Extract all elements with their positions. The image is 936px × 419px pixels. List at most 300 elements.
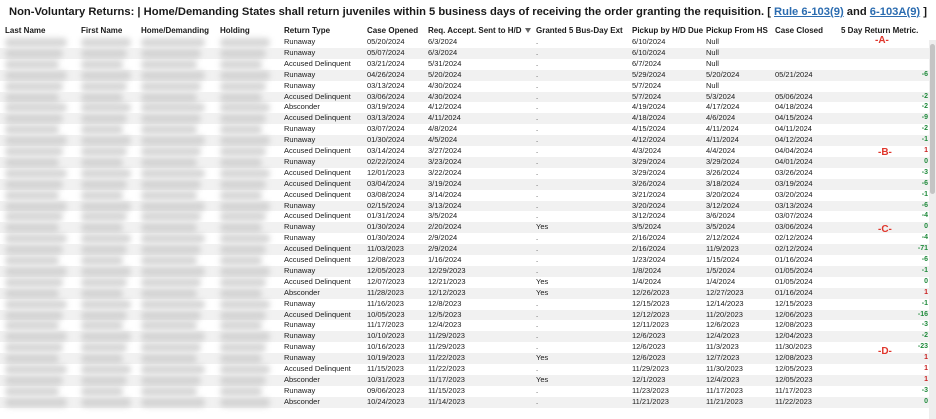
pickup-from-cell: 3/6/2024: [706, 211, 736, 221]
granted-ext-cell: .: [536, 124, 539, 134]
granted-ext-cell: .: [536, 102, 539, 112]
redacted-cell: [81, 321, 123, 330]
redacted-cell: [141, 289, 197, 298]
pickup-from-cell: 1/5/2024: [706, 265, 736, 275]
case-closed-cell: 05/06/2024: [775, 91, 813, 101]
case-opened-cell: 03/04/2024: [367, 178, 405, 188]
table-row[interactable]: [0, 386, 936, 397]
redacted-cell: [81, 256, 123, 265]
table-row[interactable]: [0, 364, 936, 375]
granted-ext-cell: .: [536, 211, 539, 221]
metric-cell: 1: [924, 354, 928, 362]
col-home-demanding[interactable]: Home/Demanding: [141, 26, 210, 35]
col-return-type[interactable]: Return Type: [284, 26, 331, 35]
metric-cell: 0: [924, 223, 928, 231]
return-type-cell: Runaway: [284, 124, 316, 134]
annotation-d: -D-: [878, 346, 892, 357]
granted-ext-cell: Yes: [536, 276, 549, 286]
case-closed-cell: 04/11/2024: [775, 124, 812, 134]
redacted-cell: [5, 49, 63, 58]
metric-cell: -3: [921, 168, 928, 176]
case-opened-cell: 10/19/2023: [367, 353, 405, 363]
metric-cell: -4: [921, 212, 928, 220]
redacted-cell: [141, 234, 205, 243]
redacted-cell: [81, 376, 127, 385]
redacted-cell: [220, 158, 262, 167]
granted-ext-cell: .: [536, 189, 539, 199]
table-row[interactable]: [0, 255, 936, 266]
redacted-cell: [5, 103, 67, 112]
granted-ext-cell: .: [536, 342, 539, 352]
pickup-from-cell: 1/4/2024: [706, 276, 736, 286]
table-row[interactable]: [0, 113, 936, 124]
case-opened-cell: 10/10/2023: [367, 331, 405, 341]
req-accept-cell: 11/17/2023: [428, 374, 465, 384]
pickup-from-cell: 11/9/2023: [706, 244, 739, 254]
req-accept-cell: 11/15/2023: [428, 385, 465, 395]
granted-ext-cell: .: [536, 156, 539, 166]
redacted-cell: [5, 60, 59, 69]
pickup-due-cell: 12/12/2023: [632, 309, 670, 319]
pickup-from-cell: Null: [706, 37, 719, 46]
table-row[interactable]: [0, 201, 936, 212]
case-opened-cell: 10/16/2023: [367, 342, 405, 352]
col-metric[interactable]: 5 Day Return Metric.: [841, 26, 919, 35]
granted-ext-cell: .: [536, 69, 539, 79]
redacted-cell: [141, 38, 205, 47]
case-opened-cell: 03/13/2024: [367, 80, 405, 90]
col-pickup-from[interactable]: Pickup From HS: [706, 26, 768, 35]
return-type-cell: Absconder: [284, 374, 320, 384]
return-type-cell: Runaway: [284, 265, 316, 275]
title-and: and: [843, 6, 870, 18]
redacted-cell: [141, 256, 197, 265]
pickup-from-cell: Null: [706, 80, 719, 90]
case-closed-cell: 01/05/2024: [775, 265, 813, 275]
redacted-cell: [81, 93, 123, 102]
redacted-cell: [81, 180, 127, 189]
case-opened-cell: 09/06/2023: [367, 385, 405, 395]
vertical-scrollbar[interactable]: [929, 40, 936, 419]
pickup-from-cell: 3/29/2024: [706, 156, 740, 166]
case-closed-cell: 02/12/2024: [775, 244, 813, 254]
redacted-cell: [141, 311, 201, 320]
return-type-cell: Accused Delinquent: [284, 189, 351, 199]
redacted-cell: [5, 82, 63, 91]
granted-ext-cell: .: [536, 331, 539, 341]
req-accept-cell: 5/31/2024: [428, 58, 462, 68]
redacted-cell: [141, 365, 205, 374]
granted-ext-cell: Yes: [536, 353, 549, 363]
granted-ext-cell: .: [536, 178, 539, 188]
col-pickup-due[interactable]: Pickup by H/D Due: [632, 26, 704, 35]
redacted-cell: [220, 376, 266, 385]
table-row[interactable]: [0, 81, 936, 92]
redacted-cell: [5, 202, 67, 211]
pickup-due-cell: 2/16/2024: [632, 233, 666, 243]
rule-6-103-9-link[interactable]: Rule 6-103(9): [774, 6, 844, 18]
case-opened-cell: 12/05/2023: [367, 265, 405, 275]
pickup-due-cell: 6/10/2024: [632, 37, 666, 46]
case-opened-cell: 11/16/2023: [367, 298, 404, 308]
pickup-from-cell: 5/3/2024: [706, 91, 736, 101]
redacted-cell: [5, 398, 67, 407]
req-accept-cell: 12/4/2023: [428, 320, 462, 330]
col-granted-ext[interactable]: Granted 5 Bus-Day Ext: [536, 26, 623, 35]
annotation-b: -B-: [878, 147, 892, 158]
annotation-a: -A-: [875, 35, 889, 46]
redacted-cell: [5, 212, 63, 221]
redacted-cell: [81, 354, 123, 363]
req-accept-cell: 3/19/2024: [428, 178, 462, 188]
redacted-cell: [5, 376, 63, 385]
table-row[interactable]: [0, 266, 936, 277]
metric-cell: -16: [917, 310, 928, 318]
metric-cell: -2: [921, 92, 928, 100]
metric-cell: -3: [921, 321, 928, 329]
title-end: ]: [920, 6, 927, 18]
return-type-cell: Accused Delinquent: [284, 167, 351, 177]
case-opened-cell: 10/05/2023: [367, 309, 405, 319]
granted-ext-cell: .: [536, 396, 539, 406]
pickup-from-cell: Null: [706, 47, 719, 57]
redacted-cell: [141, 147, 201, 156]
redacted-cell: [220, 234, 270, 243]
redacted-cell: [5, 125, 59, 134]
redacted-cell: [5, 169, 67, 178]
redacted-cell: [5, 114, 63, 123]
redacted-cell: [81, 343, 127, 352]
redacted-cell: [220, 93, 262, 102]
pickup-from-cell: 1/15/2024: [706, 255, 740, 264]
table-row[interactable]: [0, 244, 936, 255]
redacted-cell: [220, 365, 270, 374]
metric-cell: 0: [924, 157, 928, 165]
return-type-cell: Absconder: [284, 102, 320, 112]
table-row[interactable]: [0, 124, 936, 135]
redacted-cell: [81, 114, 127, 123]
scrollbar-thumb[interactable]: [930, 44, 935, 194]
table-row[interactable]: [0, 146, 936, 157]
redacted-cell: [81, 136, 131, 145]
granted-ext-cell: .: [536, 91, 539, 101]
case-opened-cell: 02/22/2024: [367, 156, 405, 166]
return-type-cell: Runaway: [284, 342, 316, 352]
table-row[interactable]: [0, 37, 936, 48]
redacted-cell: [81, 398, 131, 407]
redacted-cell: [81, 311, 127, 320]
redacted-cell: [220, 387, 262, 396]
redacted-cell: [5, 223, 59, 232]
table-row[interactable]: [0, 190, 936, 201]
granted-ext-cell: .: [536, 47, 539, 57]
redacted-cell: [5, 289, 59, 298]
granted-ext-cell: .: [536, 320, 539, 330]
req-accept-cell: 5/20/2024: [428, 69, 462, 79]
return-type-cell: Accused Delinquent: [284, 255, 351, 264]
pickup-from-cell: Null: [706, 58, 719, 68]
case-opened-cell: 12/01/2023: [367, 167, 405, 177]
redacted-cell: [81, 387, 123, 396]
redacted-cell: [5, 93, 59, 102]
redacted-cell: [220, 114, 266, 123]
table-row[interactable]: [0, 59, 936, 70]
req-accept-cell: 12/21/2023: [428, 276, 466, 286]
redacted-cell: [5, 300, 67, 309]
return-type-cell: Accused Delinquent: [284, 58, 351, 68]
req-accept-cell: 3/5/2024: [428, 211, 458, 221]
case-closed-cell: 03/19/2024: [775, 178, 813, 188]
req-accept-cell: 2/20/2024: [428, 222, 462, 232]
metric-cell: -6: [921, 70, 928, 78]
case-closed-cell: 04/12/2024: [775, 135, 813, 145]
redacted-cell: [5, 311, 63, 320]
req-accept-cell: 4/30/2024: [428, 80, 462, 90]
table-row[interactable]: [0, 320, 936, 331]
pickup-from-cell: 3/26/2024: [706, 167, 740, 177]
table-row[interactable]: [0, 299, 936, 310]
pickup-due-cell: 4/12/2024: [632, 135, 666, 145]
pickup-due-cell: 3/21/2024: [632, 189, 666, 199]
return-type-cell: Accused Delinquent: [284, 364, 351, 373]
redacted-cell: [141, 60, 197, 69]
table-row[interactable]: [0, 342, 936, 353]
table-row[interactable]: [0, 233, 936, 244]
granted-ext-cell: .: [536, 113, 539, 123]
req-accept-cell: 2/9/2024: [428, 244, 458, 254]
redacted-cell: [220, 245, 266, 254]
pickup-due-cell: 4/15/2024: [632, 124, 666, 134]
case-closed-cell: 12/06/2023: [775, 309, 813, 319]
redacted-cell: [220, 103, 270, 112]
req-accept-cell: 4/11/2024: [428, 113, 461, 123]
return-type-cell: Runaway: [284, 69, 316, 79]
col-case-opened[interactable]: Case Opened: [367, 26, 419, 35]
redacted-cell: [81, 223, 123, 232]
redacted-cell: [220, 267, 270, 276]
req-accept-cell: 12/12/2023: [428, 287, 466, 297]
table-row[interactable]: [0, 310, 936, 321]
return-type-cell: Accused Delinquent: [284, 276, 351, 286]
redacted-cell: [81, 202, 131, 211]
col-first-name[interactable]: First Name: [81, 26, 123, 35]
redacted-cell: [81, 158, 123, 167]
metric-cell: -23: [917, 343, 928, 351]
table-row[interactable]: [0, 157, 936, 168]
granted-ext-cell: Yes: [536, 287, 549, 297]
pickup-due-cell: 6/10/2024: [632, 47, 666, 57]
case-opened-cell: 03/06/2024: [367, 91, 405, 101]
table-row[interactable]: [0, 288, 936, 299]
redacted-cell: [5, 321, 59, 330]
case-closed-cell: 01/05/2024: [775, 276, 813, 286]
redacted-cell: [5, 234, 67, 243]
return-type-cell: Accused Delinquent: [284, 91, 351, 101]
return-type-cell: Runaway: [284, 200, 316, 210]
case-closed-cell: 03/13/2024: [775, 200, 813, 210]
redacted-cell: [220, 289, 262, 298]
req-accept-cell: 3/13/2024: [428, 200, 462, 210]
return-type-cell: Runaway: [284, 233, 316, 243]
case-closed-cell: 04/01/2024: [775, 156, 813, 166]
pickup-from-cell: 12/4/2023: [706, 374, 740, 384]
redacted-cell: [141, 125, 197, 134]
case-closed-cell: 12/04/2023: [775, 331, 813, 341]
redacted-cell: [81, 267, 131, 276]
case-closed-cell: 03/07/2024: [775, 211, 813, 221]
redacted-cell: [141, 114, 201, 123]
table-row[interactable]: [0, 222, 936, 233]
redacted-cell: [5, 343, 63, 352]
metric-cell: -3: [921, 386, 928, 394]
redacted-cell: [220, 343, 266, 352]
redacted-cell: [220, 256, 262, 265]
metric-cell: -2: [921, 103, 928, 111]
redacted-cell: [141, 202, 205, 211]
return-type-cell: Accused Delinquent: [284, 146, 351, 155]
granted-ext-cell: .: [536, 200, 539, 210]
granted-ext-cell: .: [536, 135, 539, 145]
redacted-cell: [220, 147, 266, 156]
redacted-cell: [81, 332, 131, 341]
table-row[interactable]: [0, 277, 936, 288]
redacted-cell: [141, 158, 197, 167]
case-closed-cell: 12/05/2023: [775, 374, 813, 384]
table-row[interactable]: [0, 397, 936, 408]
granted-ext-cell: Yes: [536, 374, 549, 384]
annotation-c: -C-: [878, 224, 892, 235]
case-opened-cell: 03/14/2024: [367, 146, 405, 155]
table-row[interactable]: [0, 179, 936, 190]
redacted-cell: [220, 223, 262, 232]
pickup-due-cell: 5/7/2024: [632, 91, 662, 101]
metric-cell: -6: [921, 179, 928, 187]
redacted-cell: [141, 343, 201, 352]
redacted-cell: [81, 82, 127, 91]
redacted-cell: [81, 103, 131, 112]
metric-cell: 1: [924, 365, 928, 372]
case-opened-cell: 01/30/2024: [367, 233, 405, 243]
return-type-cell: Accused Delinquent: [284, 113, 351, 123]
metric-cell: 0: [924, 277, 928, 285]
col-case-closed[interactable]: Case Closed: [775, 26, 824, 35]
redacted-cell: [220, 321, 262, 330]
redacted-cell: [5, 354, 59, 363]
req-accept-cell: 11/29/2023: [428, 331, 465, 341]
table-row[interactable]: [0, 102, 936, 113]
redacted-cell: [220, 136, 270, 145]
sort-filter-icon[interactable]: [525, 28, 531, 33]
metric-cell: -9: [921, 114, 928, 122]
pickup-from-cell: 5/20/2024: [706, 69, 740, 79]
pickup-due-cell: 12/15/2023: [632, 298, 670, 308]
metric-cell: -4: [921, 234, 928, 242]
granted-ext-cell: .: [536, 58, 539, 68]
redacted-cell: [81, 191, 123, 200]
table-row[interactable]: [0, 92, 936, 103]
table-row[interactable]: [0, 375, 936, 386]
pickup-from-cell: 4/11/2024: [706, 124, 739, 134]
case-opened-cell: 12/07/2023: [367, 276, 405, 286]
redacted-cell: [141, 93, 197, 102]
redacted-cell: [220, 60, 262, 69]
pickup-due-cell: 1/23/2024: [632, 255, 666, 264]
metric-cell: 0: [924, 397, 928, 405]
pickup-due-cell: 2/16/2024: [632, 244, 666, 254]
redacted-cell: [81, 147, 127, 156]
req-accept-cell: 4/5/2024: [428, 135, 458, 145]
case-opened-cell: 11/15/2023: [367, 364, 404, 373]
table-row[interactable]: [0, 211, 936, 222]
pickup-from-cell: 12/4/2023: [706, 331, 740, 341]
granted-ext-cell: Yes: [536, 222, 549, 232]
granted-ext-cell: .: [536, 244, 539, 254]
metric-cell: -6: [921, 201, 928, 209]
req-accept-cell: 4/12/2024: [428, 102, 462, 112]
table-row[interactable]: [0, 353, 936, 364]
table-row[interactable]: [0, 135, 936, 146]
redacted-cell: [5, 158, 59, 167]
redacted-cell: [141, 191, 197, 200]
col-holding[interactable]: Holding: [220, 26, 250, 35]
redacted-cell: [5, 278, 63, 287]
redacted-cell: [5, 387, 59, 396]
metric-cell: 1: [924, 375, 928, 383]
case-opened-cell: 01/30/2024: [367, 222, 405, 232]
pickup-due-cell: 3/20/2024: [632, 200, 666, 210]
table-row[interactable]: [0, 48, 936, 59]
redacted-cell: [141, 376, 201, 385]
table-row[interactable]: [0, 168, 936, 179]
table-row[interactable]: [0, 331, 936, 342]
return-type-cell: Accused Delinquent: [284, 178, 351, 188]
case-closed-cell: 11/17/2023: [775, 385, 812, 395]
redacted-cell: [5, 332, 67, 341]
col-req-accept[interactable]: [428, 26, 531, 35]
case-opened-cell: 03/08/2024: [367, 189, 405, 199]
req-accept-cell: 6/3/2024: [428, 37, 458, 46]
redacted-cell: [81, 300, 131, 309]
col-last-name[interactable]: Last Name: [5, 26, 46, 35]
redacted-cell: [141, 223, 197, 232]
case-closed-cell: 04/04/2024: [775, 146, 813, 155]
case-opened-cell: 01/31/2024: [367, 211, 405, 221]
redacted-cell: [220, 71, 270, 80]
redacted-cell: [220, 332, 270, 341]
pickup-due-cell: 12/1/2023: [632, 374, 666, 384]
redacted-cell: [141, 103, 205, 112]
pickup-due-cell: 6/7/2024: [632, 58, 662, 68]
redacted-cell: [220, 202, 270, 211]
metric-cell: -71: [917, 245, 928, 253]
redacted-cell: [220, 300, 270, 309]
redacted-cell: [141, 300, 205, 309]
granted-ext-cell: .: [536, 255, 539, 264]
case-closed-cell: 12/15/2023: [775, 298, 813, 308]
rule-6-103a-9-link[interactable]: 6-103A(9): [869, 6, 921, 18]
table-row[interactable]: [0, 70, 936, 81]
redacted-cell: [81, 289, 123, 298]
return-type-cell: Runaway: [284, 135, 316, 145]
granted-ext-cell: .: [536, 167, 539, 177]
metric-cell: -1: [921, 136, 928, 144]
return-type-cell: Runaway: [284, 353, 316, 363]
pickup-from-cell: 3/12/2024: [706, 200, 740, 210]
redacted-cell: [5, 245, 63, 254]
redacted-cell: [5, 267, 67, 276]
granted-ext-cell: .: [536, 37, 539, 46]
case-opened-cell: 03/13/2024: [367, 113, 405, 123]
